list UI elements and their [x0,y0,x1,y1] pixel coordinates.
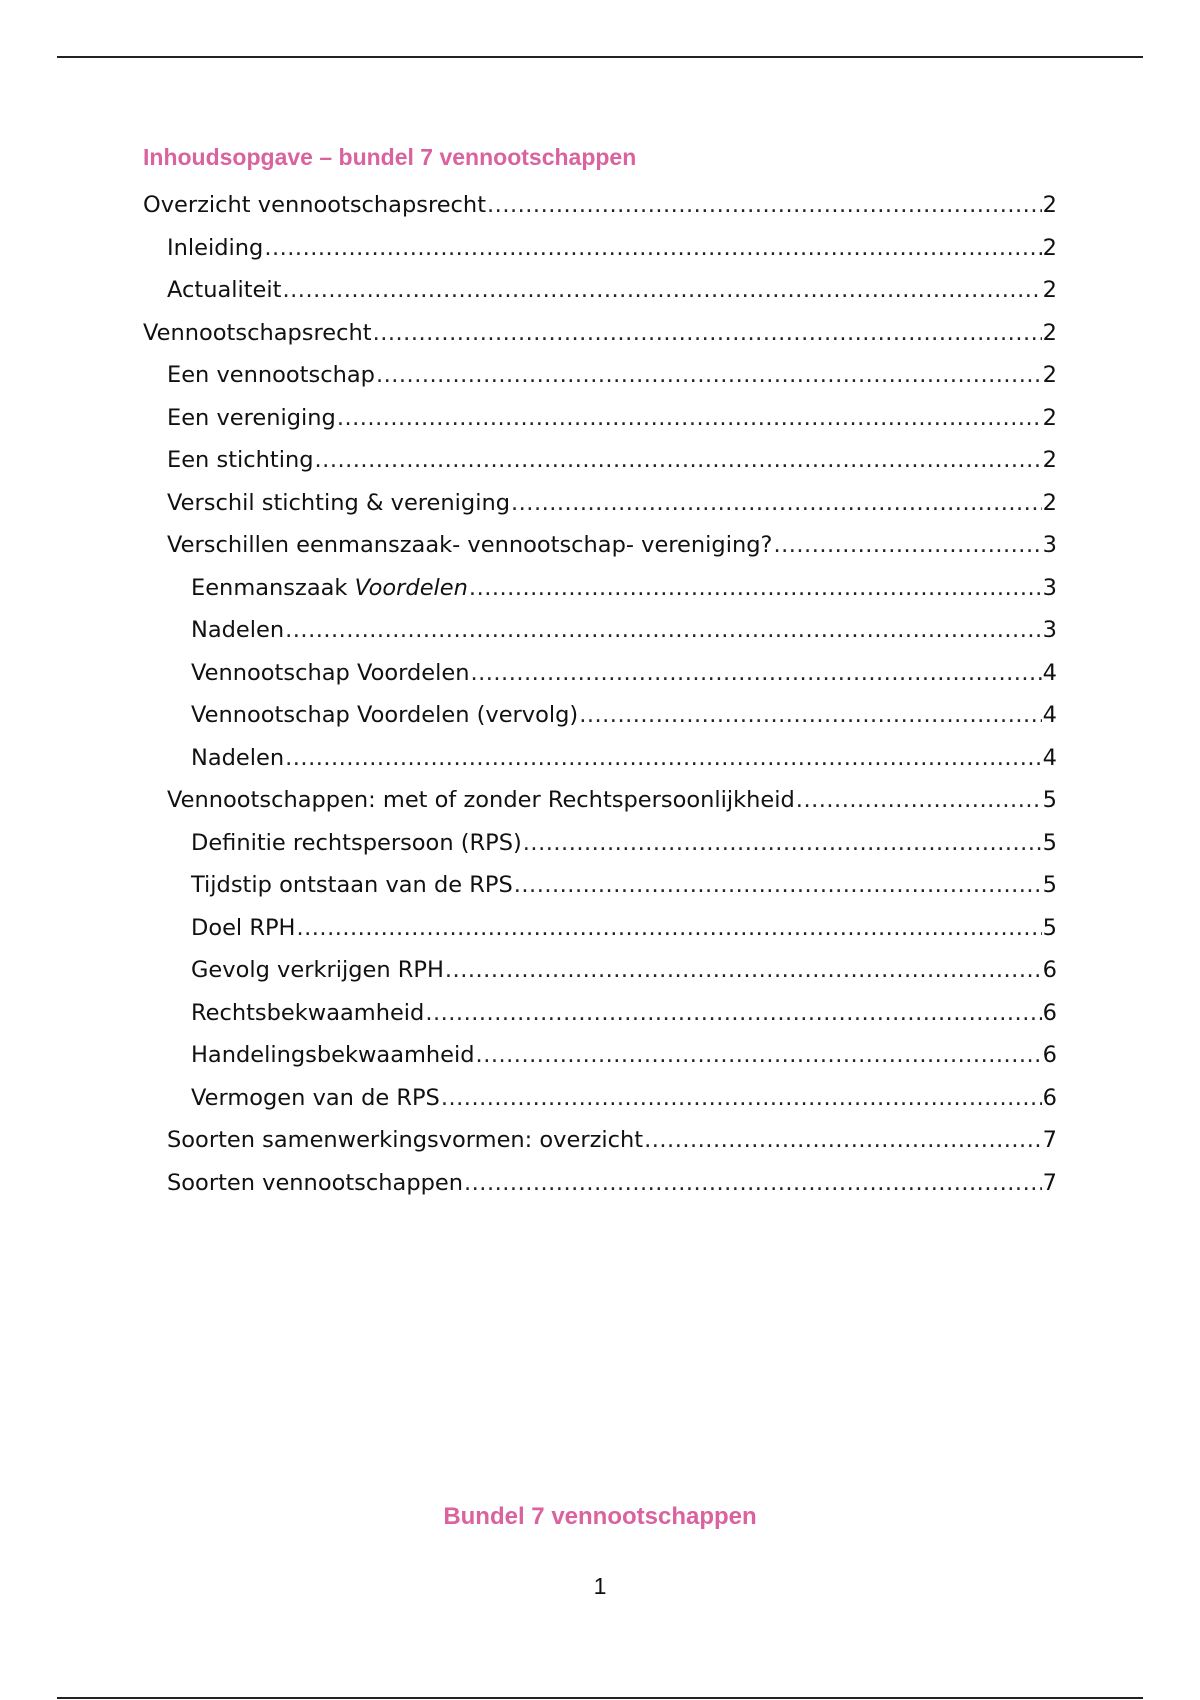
toc-entry-text-plain: Eenmanszaak [191,574,355,601]
dot-leader [373,320,1042,346]
toc-entry-text: Nadelen [191,617,285,643]
toc-page-number: 4 [1042,659,1057,686]
dot-leader [296,915,1041,941]
toc-entry-een-vennootschap[interactable] [143,362,1057,405]
toc-entry-text [191,575,468,601]
page-number: 1 [593,1573,607,1599]
toc-entry-definitie-rechtspersoon[interactable] [143,830,1057,873]
toc-page-number: 3 [1042,532,1057,558]
top-rule [57,56,1143,58]
toc-page-number: 2 [1042,192,1057,218]
toc-page-number: 2 [1042,319,1057,346]
table-of-contents [143,192,1057,1212]
toc-entry-text: Doel RPH [191,914,296,941]
bottom-rule [57,1697,1143,1699]
dot-leader [579,702,1041,728]
toc-page-number: 5 [1042,829,1057,856]
toc-entry-text: Soorten vennootschappen [167,1169,463,1196]
toc-entry-soorten-samenwerkingsvormen[interactable] [143,1127,1057,1170]
toc-entry-text: Tijdstip ontstaan van de RPS [191,872,513,898]
dot-leader [285,617,1042,643]
toc-page-number: 7 [1042,1127,1057,1153]
dot-leader [487,192,1042,218]
toc-page-number: 2 [1042,489,1057,516]
toc-entry-verschil-stichting-vereniging[interactable] [143,490,1057,533]
dot-leader [315,447,1042,473]
toc-title: Inhoudsopgave – bundel 7 vennootschappen [143,144,637,170]
dot-leader [644,1127,1042,1153]
toc-page-number: 5 [1042,914,1057,941]
dot-leader [511,490,1042,516]
dot-leader [282,277,1041,303]
toc-entry-text: Gevolg verkrijgen RPH [191,957,444,983]
dot-leader [469,575,1042,601]
toc-entry-text: Vennootschap Voordelen [191,659,470,686]
toc-page-number: 6 [1042,1042,1057,1068]
dot-leader [425,1000,1041,1026]
toc-page-number: 7 [1042,1169,1057,1196]
toc-entry-een-stichting[interactable] [143,447,1057,490]
toc-page-number: 2 [1042,277,1057,303]
toc-entry-text: Definitie rechtspersoon (RPS) [191,829,522,856]
toc-entry-gevolg-verkrijgen-rph[interactable] [143,957,1057,1000]
toc-page-number: 6 [1042,957,1057,983]
dot-leader [773,532,1041,558]
toc-entry-text: Vennootschap Voordelen (vervolg) [191,702,579,728]
toc-entry-text: Een vereniging [167,404,336,431]
toc-page-number: 6 [1042,1084,1057,1111]
dot-leader [376,362,1042,388]
toc-page-number: 2 [1042,234,1057,261]
toc-page-number: 4 [1042,744,1057,771]
toc-entry-nadelen-vennootschap[interactable] [143,745,1057,788]
toc-entry-text: Verschil stichting & vereniging [167,489,510,516]
toc-entry-doel-rph[interactable] [143,915,1057,958]
toc-entry-text: Vermogen van de RPS [191,1084,440,1111]
dot-leader [337,405,1042,431]
toc-entry-handelingsbekwaamheid[interactable] [143,1042,1057,1085]
toc-entry-vennootschapsrecht[interactable] [143,320,1057,363]
toc-entry-text: Rechtsbekwaamheid [191,999,425,1026]
toc-page-number: 2 [1042,362,1057,388]
toc-entry-text-italic: Voordelen [354,574,468,601]
toc-entry-text: Actualiteit [167,277,282,303]
dot-leader [464,1170,1042,1196]
dot-leader [796,787,1042,813]
toc-entry-rechtsbekwaamheid[interactable] [143,1000,1057,1043]
toc-entry-verschillen-eenmanszaak[interactable] [143,532,1057,575]
toc-entry-text: Nadelen [191,744,285,771]
toc-entry-text: Soorten samenwerkingsvormen: overzicht [167,1127,644,1153]
toc-entry-text: Vennootschapsrecht [143,319,372,346]
toc-entry-eenmanszaak-voordelen[interactable] [143,575,1057,618]
toc-page-number: 2 [1042,404,1057,431]
dot-leader [445,957,1042,983]
dot-leader [523,830,1042,856]
toc-page-number: 5 [1042,872,1057,898]
toc-entry-text: Overzicht vennootschapsrecht [143,192,487,218]
toc-entry-text: Een vennootschap [167,362,375,388]
toc-entry-actualiteit[interactable] [143,277,1057,320]
dot-leader [470,660,1041,686]
toc-entry-soorten-vennootschappen[interactable] [143,1170,1057,1213]
toc-entry-text: Verschillen eenmanszaak- vennootschap- vereniging? [167,532,773,558]
toc-entry-tijdstip-ontstaan[interactable] [143,872,1057,915]
toc-entry-vermogen-rps[interactable] [143,1085,1057,1128]
toc-page-number: 3 [1042,574,1057,601]
toc-page-number: 3 [1042,617,1057,643]
toc-entry-text: Inleiding [167,234,264,261]
footer-title: Bundel 7 vennootschappen [443,1503,757,1530]
toc-entry-overzicht-vennootschapsrecht[interactable] [143,192,1057,235]
dot-leader [476,1042,1042,1068]
dot-leader [441,1085,1042,1111]
toc-page-number: 6 [1042,999,1057,1026]
toc-entry-nadelen-eenmanszaak[interactable] [143,617,1057,660]
toc-entry-vennootschap-voordelen-vervolg[interactable] [143,702,1057,745]
toc-page-number: 2 [1042,447,1057,473]
toc-entry-een-vereniging[interactable] [143,405,1057,448]
toc-entry-text: Een stichting [167,447,314,473]
toc-entry-text: Vennootschappen: met of zonder Rechtspersoonlijkheid [167,787,795,813]
dot-leader [514,872,1042,898]
toc-entry-vennootschap-voordelen[interactable] [143,660,1057,703]
dot-leader [264,235,1041,261]
dot-leader [285,745,1042,771]
toc-page-number: 5 [1042,787,1057,813]
toc-page-number: 4 [1042,702,1057,728]
toc-entry-vennootschappen-rechtspersoonlijkheid[interactable] [143,787,1057,830]
toc-entry-inleiding[interactable] [143,235,1057,278]
toc-entry-text: Handelingsbekwaamheid [191,1042,475,1068]
